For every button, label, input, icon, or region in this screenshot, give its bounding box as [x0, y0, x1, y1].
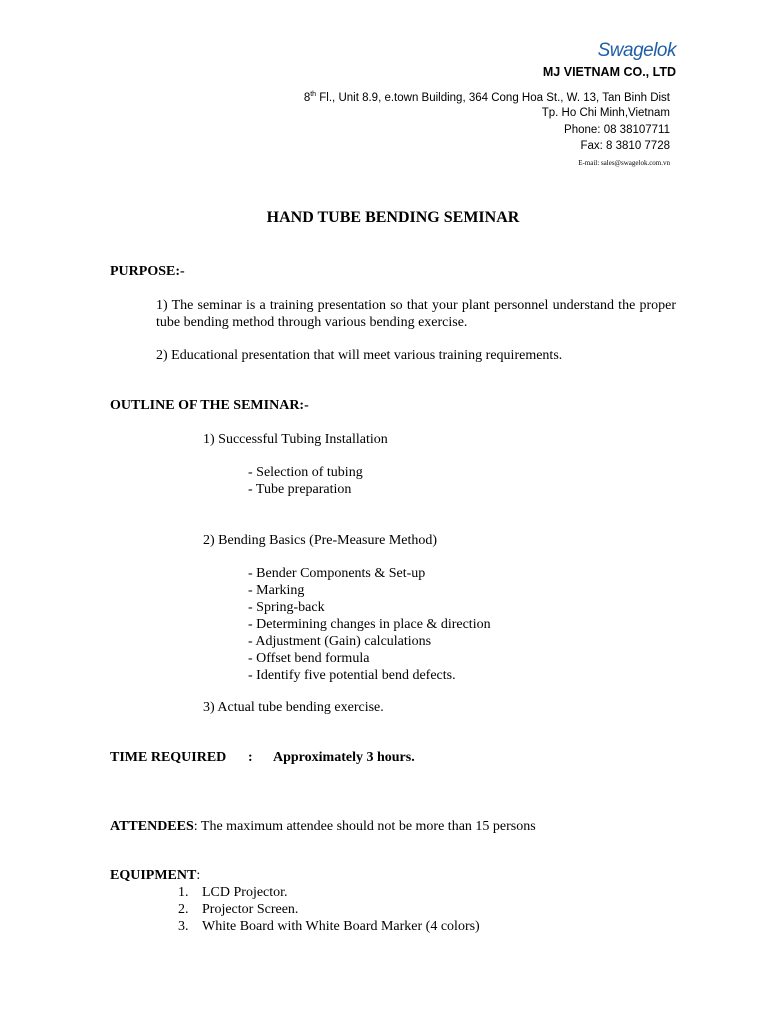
swagelok-logo: Swagelok [597, 40, 676, 61]
list-item: - Bender Components & Set-up [248, 566, 426, 581]
email-address: E-mail: sales@swagelok.com.vn [578, 159, 670, 167]
outline-section-2-title: 2) Bending Basics (Pre-Measure Method) [203, 533, 438, 548]
attendees-label: ATTENDEES [110, 819, 194, 834]
outline-section-1-title: 1) Successful Tubing Installation [203, 432, 388, 447]
phone-number: Phone: 08 38107711 [564, 124, 670, 136]
list-item: - Offset bend formula [248, 651, 370, 666]
outline-section-2-list [248, 565, 491, 684]
list-text: LCD Projector. [202, 885, 288, 900]
outline-section-1-list [248, 464, 363, 498]
fax-number: Fax: 8 3810 7728 [580, 140, 670, 152]
equipment-list [178, 884, 480, 935]
attendees-text: : The maximum attendee should not be more than 15 persons [193, 819, 536, 834]
time-required-separator: : [248, 750, 253, 765]
address-line-2: Tp. Ho Chi Minh,Vietnam [541, 107, 670, 119]
list-item: - Tube preparation [248, 482, 352, 497]
list-item: - Marking [248, 583, 305, 598]
purpose-item-2: 2) Educational presentation that will meet various training requirements. [156, 348, 563, 363]
purpose-item-1-text: 1) The seminar is a training presentation so that your plant personnel understand the proper tube bending method through various bending exercise. [156, 298, 676, 330]
equipment-heading [110, 867, 200, 884]
time-required-label: TIME REQUIRED [110, 750, 227, 765]
list-text: White Board with White Board Marker (4 colors) [202, 919, 480, 934]
list-item: - Adjustment (Gain) calculations [248, 634, 432, 649]
time-required-value: Approximately 3 hours. [273, 750, 415, 765]
address-line-1 [304, 91, 670, 104]
purpose-item-1 [156, 297, 676, 331]
list-text: Projector Screen. [202, 902, 299, 917]
list-number: 1. [178, 885, 189, 900]
list-item: - Determining changes in place & direction [248, 617, 491, 632]
list-number: 3. [178, 919, 189, 934]
address-floor-number: 8 [303, 91, 311, 104]
purpose-heading: PURPOSE:- [110, 264, 185, 279]
list-item: - Selection of tubing [248, 465, 363, 480]
address-street: Fl., Unit 8.9, e.town Building, 364 Cong Hoa St., W. 13, Tan Binh Dist [316, 91, 670, 104]
list-item [178, 918, 480, 935]
outline-section-3-title: 3) Actual tube bending exercise. [203, 700, 384, 715]
attendees-line [110, 818, 536, 835]
list-item: - Identify five potential bend defects. [248, 668, 456, 683]
list-item: - Spring-back [248, 600, 325, 615]
outline-heading: OUTLINE OF THE SEMINAR:- [110, 398, 309, 413]
list-item [178, 901, 480, 918]
list-item [178, 884, 480, 901]
equipment-colon: : [196, 868, 201, 883]
address-floor-suffix: th [310, 91, 317, 98]
company-name: MJ VIETNAM CO., LTD [542, 65, 676, 79]
list-number: 2. [178, 902, 189, 917]
equipment-label: EQUIPMENT [110, 868, 197, 883]
document-title: HAND TUBE BENDING SEMINAR [266, 209, 520, 226]
